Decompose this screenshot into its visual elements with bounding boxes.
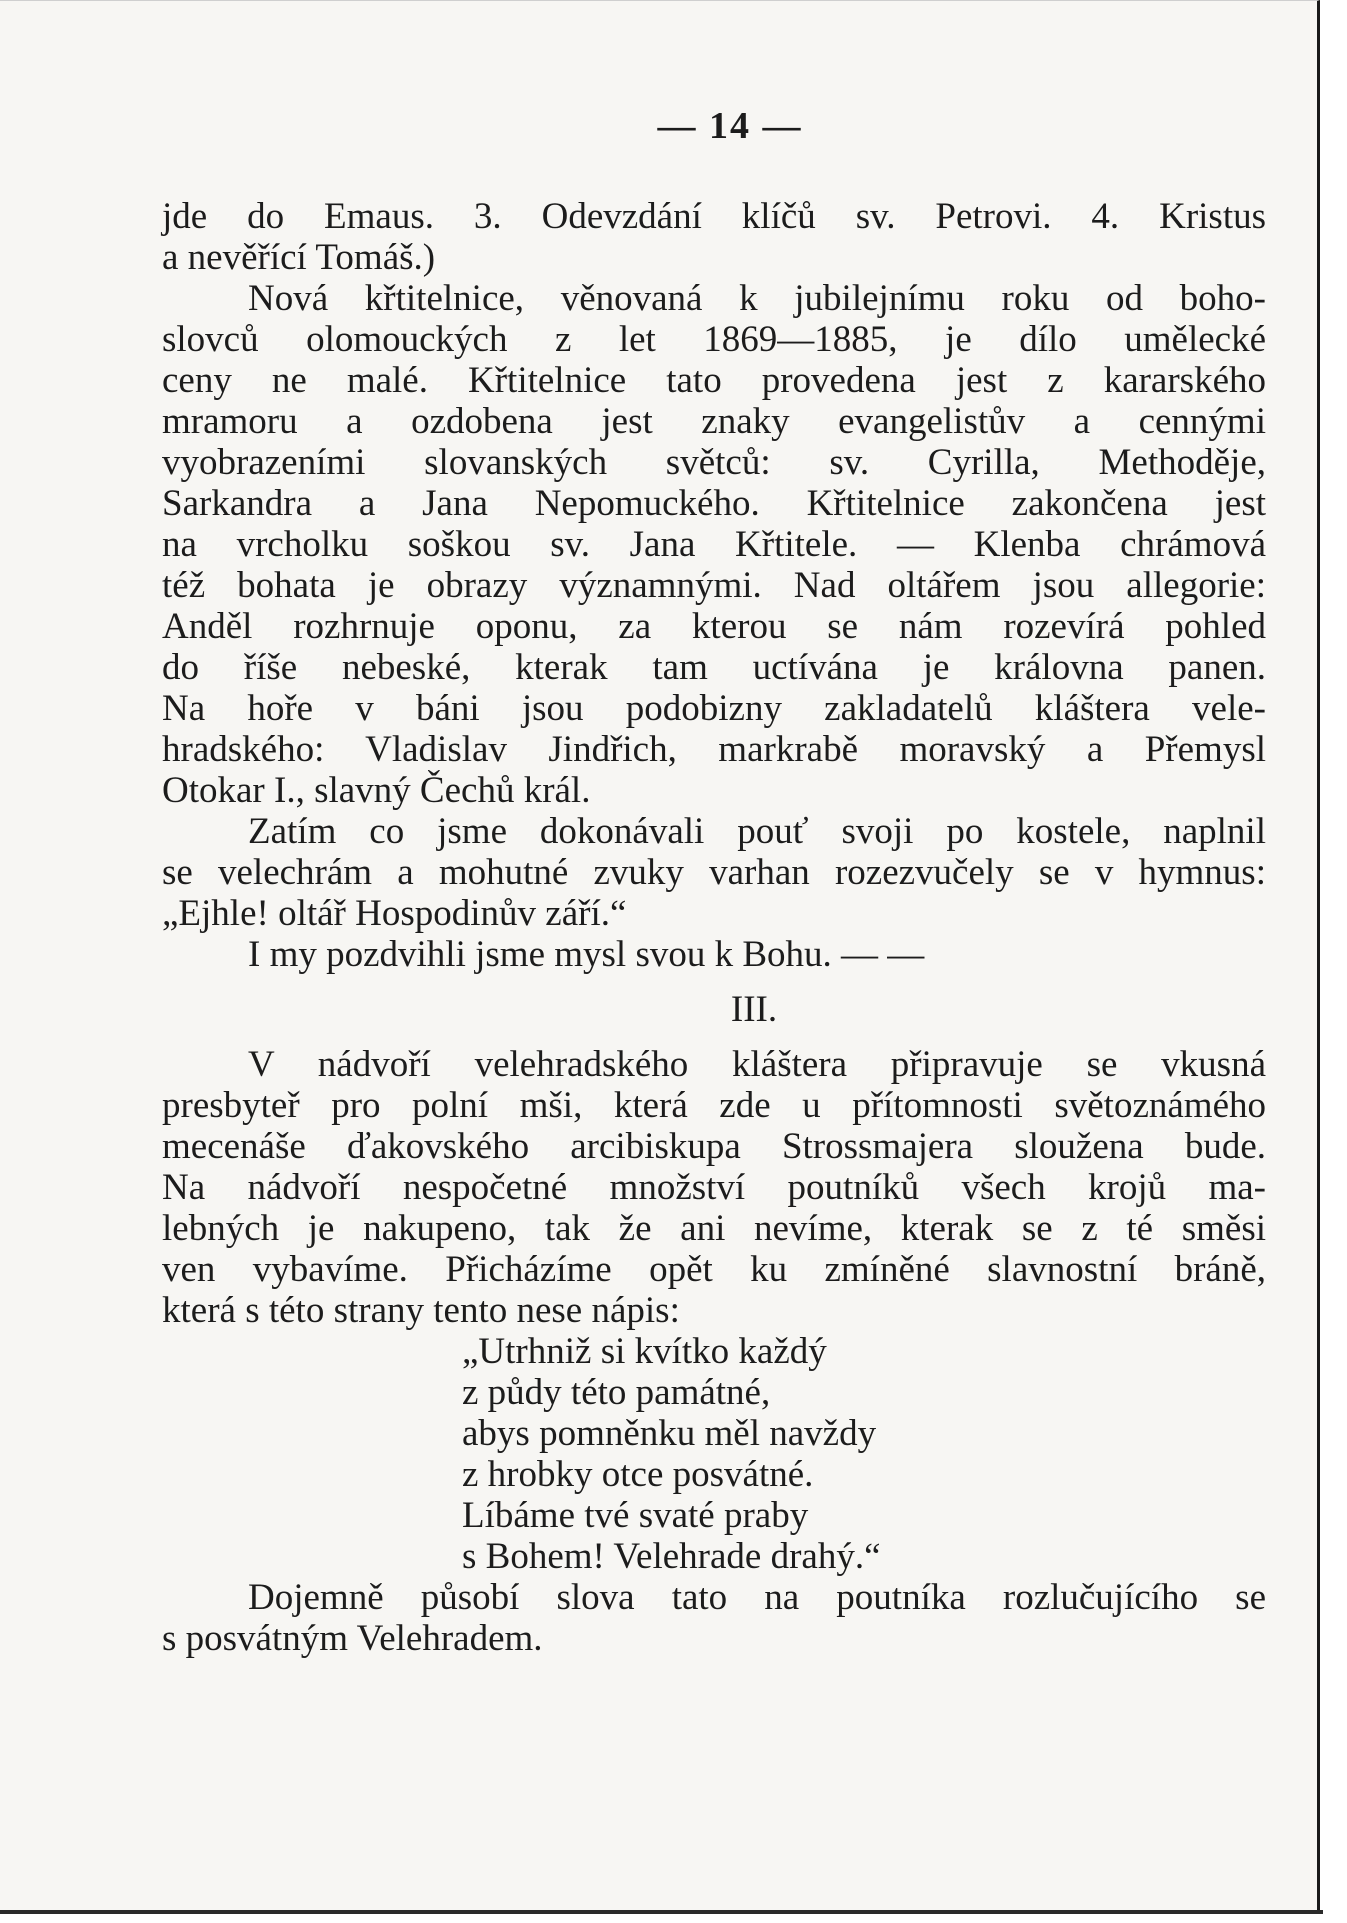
text-line: ceny ne malé. Křtitelnice tato provedena jest z kararského <box>162 360 1266 401</box>
text-line: hradského: Vladislav Jindřich, markrabě moravský a Přemysl <box>162 729 1266 770</box>
text-line: ven vybavíme. Přicházíme opět ku zmíněné slavnostní bráně, <box>162 1249 1266 1290</box>
text-line: s posvátným Velehradem. <box>162 1618 543 1659</box>
text-line: Zatím co jsme dokonávali pouť svoji po kostele, naplnil <box>248 811 1266 852</box>
text-line: která s této strany tento nese nápis: <box>162 1290 680 1331</box>
text-line: slovců olomouckých z let 1869—1885, je dílo umělecké <box>162 319 1266 360</box>
verse-line: abys pomněnku měl navždy <box>462 1413 877 1454</box>
body-text <box>162 196 1266 1659</box>
text-line: Anděl rozhrnuje oponu, za kterou se nám rozevírá pohled <box>162 606 1266 647</box>
verse-line: z hrobky otce posvátné. <box>462 1454 814 1495</box>
text-line: Sarkandra a Jana Nepomuckého. Křtitelnice zakončena jest <box>162 483 1266 524</box>
text-line: V nádvoří velehradského kláštera připravuje se vkusná <box>248 1044 1266 1085</box>
page-number: — 14 — <box>657 105 803 147</box>
text-line: do říše nebeské, kterak tam uctívána je královna panen. <box>162 647 1266 688</box>
text-line: též bohata je obrazy významnými. Nad oltářem jsou allegorie: <box>162 565 1266 606</box>
text-line: a nevěřící Tomáš.) <box>162 237 436 278</box>
text-line: presbyteř pro polní mši, která zde u přítomnosti světoznámého <box>162 1085 1266 1126</box>
text-line: I my pozdvihli jsme mysl svou k Bohu. — — <box>248 934 925 975</box>
verse-line: s Bohem! Velehrade drahý.“ <box>462 1536 881 1577</box>
text-line: na vrcholku soškou sv. Jana Křtitele. — Klenba chrámová <box>162 524 1266 565</box>
text-line: Dojemně působí slova tato na poutníka rozlučujícího se <box>248 1577 1266 1618</box>
verse-line: z půdy této památné, <box>462 1372 771 1413</box>
text-line: Nová křtitelnice, věnovaná k jubilejnímu roku od boho- <box>248 278 1266 319</box>
text-line: vyobrazeními slovanských světců: sv. Cyrilla, Methoděje, <box>162 442 1266 483</box>
verse-line: „Utrhniž si kvítko každý <box>462 1331 827 1372</box>
text-line: Na hoře v báni jsou podobizny zakladatelů kláštera vele- <box>162 688 1266 729</box>
text-line: mramoru a ozdobena jest znaky evangelistův a cennými <box>162 401 1266 442</box>
text-line: lebných je nakupeno, tak že ani nevíme, kterak se z té směsi <box>162 1208 1266 1249</box>
text-line: Otokar I., slavný Čechů král. <box>162 770 591 811</box>
text-line: Na nádvoří nespočetné množství poutníků všech krojů ma- <box>162 1167 1266 1208</box>
text-line: jde do Emaus. 3. Odevzdání klíčů sv. Petrovi. 4. Kristus <box>162 196 1266 237</box>
text-line: se velechrám a mohutné zvuky varhan rozezvučely se v hymnus: <box>162 852 1266 893</box>
text-line: „Ejhle! oltář Hospodinův září.“ <box>162 893 627 934</box>
verse-line: Líbáme tvé svaté praby <box>462 1495 809 1536</box>
page-edge <box>0 1910 1323 1914</box>
section-heading: III. <box>730 989 778 1030</box>
text-line: mecenáše ďakovského arcibiskupa Strossmajera sloužena bude. <box>162 1126 1266 1167</box>
